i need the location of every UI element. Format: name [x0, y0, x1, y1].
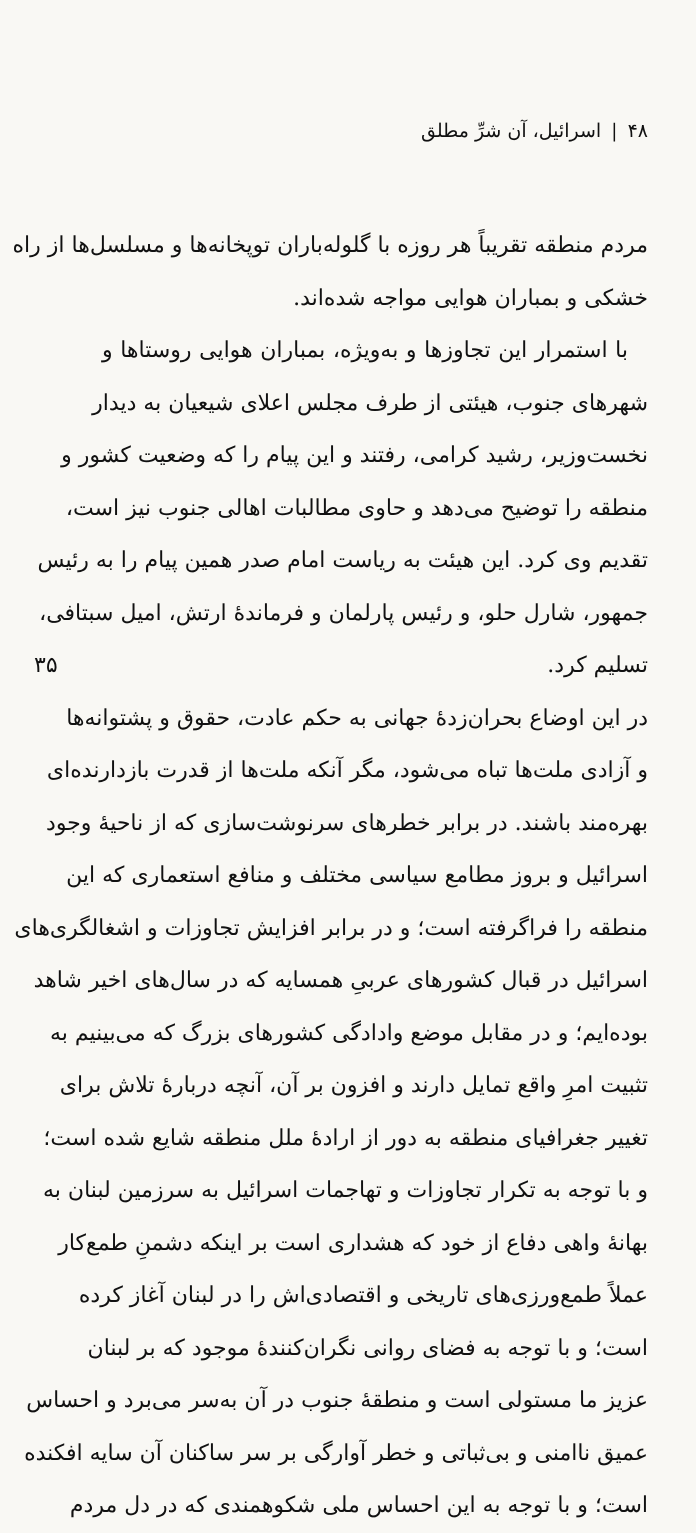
text-line: شهرهای جنوب، هیئتی از طرف مجلس اعلای شیعیان به دیدار: [92, 390, 648, 416]
text-line: تغییر جغرافیای منطقه به دور از ارادهٔ ملل منطقه شایع شده است؛: [43, 1125, 648, 1151]
text-line: جمهور، شارل حلو، و رئیس پارلمان و فرماندهٔ ارتش، امیل سبتافی،: [39, 600, 648, 626]
running-title: اسرائیل، آن شرِّ مطلق: [421, 120, 602, 142]
text-line: بهانهٔ واهی دفاع از خود که هشداری است بر اینکه دشمنِ طمع‌کار: [58, 1230, 648, 1256]
text-line: خشکی و بمباران هوایی مواجه شده‌اند.: [293, 285, 648, 311]
text-line: و آزادی ملت‌ها تباه می‌شود، مگر آنکه ملت‌ها از قدرت بازدارنده‌ای: [46, 758, 648, 783]
text-line: عزیز ما مستولی است و منطقهٔ جنوب در آن به‌سر می‌برد و احساس: [26, 1388, 648, 1413]
text-line: بهره‌مند باشند. در برابر خطرهای سرنوشت‌سازی که از ناحیهٔ وجود: [46, 810, 648, 836]
text-line: بوده‌ایم؛ و در مقابل موضع وادادگی کشورهای بزرگ که می‌بینیم به: [49, 1020, 648, 1046]
text-line: نخست‌وزیر، رشید کرامی، رفتند و این پیام را که وضعیت کشور و: [61, 443, 648, 468]
header-separator: |: [611, 120, 618, 142]
page-number: ۴۸: [627, 120, 648, 142]
text-line: اسرائیل و بروز مطامع سیاسی مختلف و منافع استعماری که این: [66, 863, 648, 888]
text-line: منطقه را فراگرفته است؛ و در برابر افزایش تجاوزات و اشغالگری‌های: [14, 915, 648, 941]
text-line: در این اوضاع بحران‌زدهٔ جهانی به حکم عادت، حقوق و پشتوانه‌ها: [66, 705, 648, 731]
text-line: مردم منطقه تقریباً هر روزه با گلوله‌باران توپخانه‌ها و مسلسل‌ها از راه: [12, 233, 648, 258]
text-line: است؛ و با توجه به فضای روانی نگران‌کنندهٔ موجود که بر لبنان: [87, 1335, 648, 1361]
text-line: عمیق ناامنی و بی‌ثباتی و خطر آوارگی بر سر ساکنان آن سایه افکنده: [24, 1440, 648, 1466]
text-line: تقدیم وی کرد. این هیئت به ریاست امام صدر همین پیام را به رئیس: [37, 548, 648, 573]
text-line: و با توجه به تکرار تجاوزات و تهاجمات اسرائیل به سرزمین لبنان به: [43, 1178, 648, 1203]
text-line: تثبیت امرِ واقع تمایل دارند و افزون بر آن، آنچه دربارهٔ تلاش برای: [59, 1073, 648, 1098]
text-line: عملاً طمع‌ورزی‌های تاریخی و اقتصادی‌اش را در لبنان آغاز کرده: [78, 1283, 648, 1308]
text-line: تسلیم کرد.: [547, 653, 648, 678]
page-header: [160, 117, 648, 145]
text-line: با استمرار این تجاوزها و به‌ویژه، بمباران هوایی روستاها و: [102, 338, 628, 363]
paragraph-margin-number: ۳۵: [34, 653, 58, 678]
text-line: است؛ و با توجه به این احساس ملی شکوهمندی که در دل مردم: [69, 1493, 648, 1518]
text-line: منطقه را توضیح می‌دهد و حاوی مطالبات اهالی جنوب نیز است،: [65, 495, 648, 521]
text-line: اسرائیل در قبال کشورهای عربیِ همسایه که در سال‌های اخیر شاهد: [33, 968, 648, 993]
